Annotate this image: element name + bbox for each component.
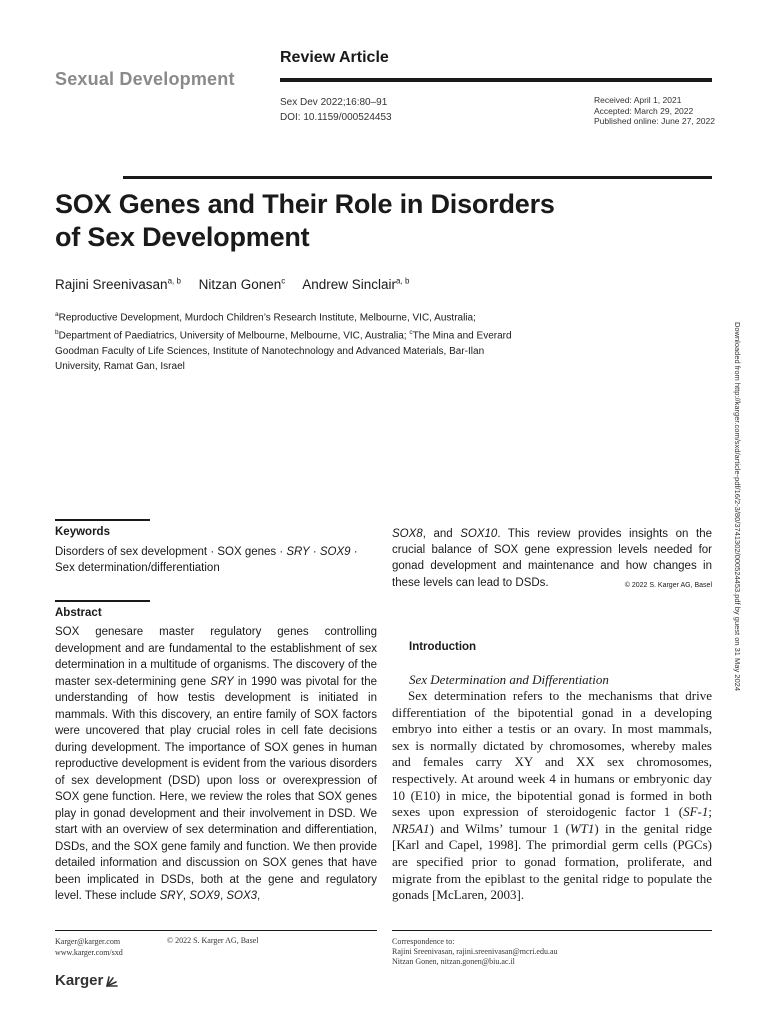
footer-copyright: © 2022 S. Karger AG, Basel <box>167 936 259 945</box>
keyword-plain: Disorders of sex development · SOX genes · <box>55 546 287 558</box>
publisher-email[interactable]: Karger@karger.com <box>55 937 121 946</box>
author-affil-sup: a, b <box>396 276 410 285</box>
correspondence-block <box>392 937 558 967</box>
footer-rule-right <box>392 930 712 931</box>
citation-journal-volume: Sex Dev 2022;16:80–91 <box>280 97 388 108</box>
abstract-text <box>55 624 377 905</box>
gene-name: SOX3 <box>226 890 258 902</box>
comma: , <box>182 890 190 902</box>
keywords-heading: Keywords <box>55 526 110 538</box>
author-name: Andrew Sinclair <box>302 276 397 292</box>
intro-part: Sex determination refers to the mechanisms that drive differentiation of the bipotential gonad in a developing embryo into either a testis or an ovary. In most mammals, sex is normally dictated by chromosomes, whereby males and females carry XY and XX sex chromosomes, respectively. At around week 4 in humans or embryonic day 10 (E10) in mice, the bipotential gonad is formed in both sexes upon expression of steroidogenic factor 1 ( <box>392 688 712 820</box>
keyword-sex-determination: Sex determination/differentiation <box>55 562 220 574</box>
author-affil-sup: a, b <box>167 276 181 285</box>
correspondence-2[interactable]: Nitzan Gonen, nitzan.gonen@biu.ac.il <box>392 957 515 966</box>
author-affil-sup: c <box>281 276 286 285</box>
keyword-separator: · <box>309 546 320 558</box>
article-type-label: Review Article <box>280 49 389 66</box>
author-3 <box>302 277 409 292</box>
download-notice: Downloaded from http://karger.com/sxd/article-pdf/16/2-3/80/3741302/000524453.pdf by guest on 31 May 2024 <box>733 322 742 691</box>
gene-name: SOX8 <box>392 528 423 540</box>
affiliations <box>55 307 525 374</box>
gene-name: SF-1 <box>683 804 709 820</box>
gene-name: NR5A1 <box>392 820 430 836</box>
intro-part: ; <box>708 804 712 820</box>
publisher-website[interactable]: www.karger.com/sxd <box>55 948 123 957</box>
intro-part: ) in the genital ridge [Karl and Capel, 1998]. The primordial germ cells (PGCs) are specified prior to gonad formation, proliferate, and migrate from the epiblast to the genital ridge to populate the gonads [McLaren, 2003]. <box>392 820 712 903</box>
gene-name: WT1 <box>569 820 595 836</box>
subsection-heading: Sex Determination and Differentiation <box>409 672 609 687</box>
affil-b: Department of Paediatrics, University of Melbourne, Melbourne, VIC, Australia; <box>58 330 407 342</box>
header-rule <box>280 78 712 82</box>
gene-name: SRY <box>159 890 183 902</box>
karger-logo <box>55 972 119 989</box>
title-rule <box>123 176 712 179</box>
journal-name: Sexual Development <box>55 69 235 89</box>
keyword-separator: · <box>350 546 358 558</box>
keyword-sry: SRY <box>286 546 310 558</box>
introduction-heading: Introduction <box>409 641 477 653</box>
author-name: Rajini Sreenivasan <box>55 276 168 292</box>
author-list <box>55 276 423 292</box>
footer-rule-left <box>55 930 377 931</box>
affil-sup-c: c <box>409 329 413 337</box>
article-title <box>55 188 655 254</box>
received-date: Received: April 1, 2021 <box>594 95 682 105</box>
author-1 <box>55 277 181 292</box>
gene-name: SOX9 <box>189 890 220 902</box>
gene-name: SOX10 <box>460 528 498 540</box>
abstract-copyright: © 2022 S. Karger AG, Basel <box>624 581 712 589</box>
comma: , <box>219 890 227 902</box>
introduction-text <box>392 688 712 904</box>
author-2 <box>199 277 286 292</box>
affil-sup-b: b <box>55 329 59 337</box>
title-line-2: of Sex Development <box>55 222 310 252</box>
comma: , <box>257 890 261 902</box>
keywords-list <box>55 544 375 576</box>
abstract-rule <box>55 600 150 602</box>
citation-block <box>280 95 392 125</box>
gene-sry: SRY <box>210 675 234 688</box>
publisher-contact <box>55 936 123 958</box>
abstract-part: SOX genesare master regulatory genes controlling development and are fundamental to the establishment of sex determination in a multitude of organisms. The discovery of the master sex-determining gene <box>55 626 377 688</box>
intro-part: ) and Wilms’ tumour 1 ( <box>429 820 570 836</box>
article-dates <box>594 95 715 127</box>
abstract-part: in 1990 was pivotal for the understanding of how testis development is initiated in mammals. With this discovery, an entire family of SOX factors were uncovered that play crucial roles in cell fate decisions during development. The importance of SOX genes in human reproductive development is evident from the various disorders of sex development (DSD) upon loss or overexpression of SOX gene function. Here, we review the roles that SOX genes play in gonad development and their involvement in DSD. We start with an overview of sex determination and differentiation, DSDs, and the SOX gene family and function. We then provide detailed information and discussion on SOX genes that have been implicated in DSDs, both at the gene and regulatory level. These include <box>55 675 377 902</box>
title-line-1: SOX Genes and Their Role in Disorders <box>55 189 555 219</box>
keywords-rule <box>55 519 150 521</box>
accepted-date: Accepted: March 29, 2022 <box>594 105 694 116</box>
abstract-continuation <box>392 526 712 594</box>
author-name: Nitzan Gonen <box>198 276 282 292</box>
correspondence-1[interactable]: Rajini Sreenivasan, rajini.sreenivasan@mcri.edu.au <box>392 947 558 956</box>
abstract-heading: Abstract <box>55 607 102 619</box>
published-date: Published online: June 27, 2022 <box>594 116 715 126</box>
abstract-part: . This review provides insights on the crucial balance of SOX gene expression levels needed for gonad development and maintenance and how changes in these levels can lead to DSDs. <box>392 528 712 589</box>
correspondence-label: Correspondence to: <box>392 937 455 946</box>
affil-sup-a: a <box>55 311 59 318</box>
citation-doi[interactable]: DOI: 10.1159/000524453 <box>280 112 392 123</box>
affil-c: The Mina and Everard Goodman Faculty of Life Sciences, Institute of Nanotechnology and Advanced Materials, Bar-Ilan University, Ramat Gan, Israel <box>55 330 512 372</box>
keyword-sox9: SOX9 <box>319 546 351 558</box>
abstract-part: , and <box>422 528 461 540</box>
logo-burst-icon <box>105 974 119 988</box>
logo-text: Karger <box>55 972 104 989</box>
affil-a: Reproductive Development, Murdoch Children’s Research Institute, Melbourne, VIC, Australia; <box>58 312 476 324</box>
